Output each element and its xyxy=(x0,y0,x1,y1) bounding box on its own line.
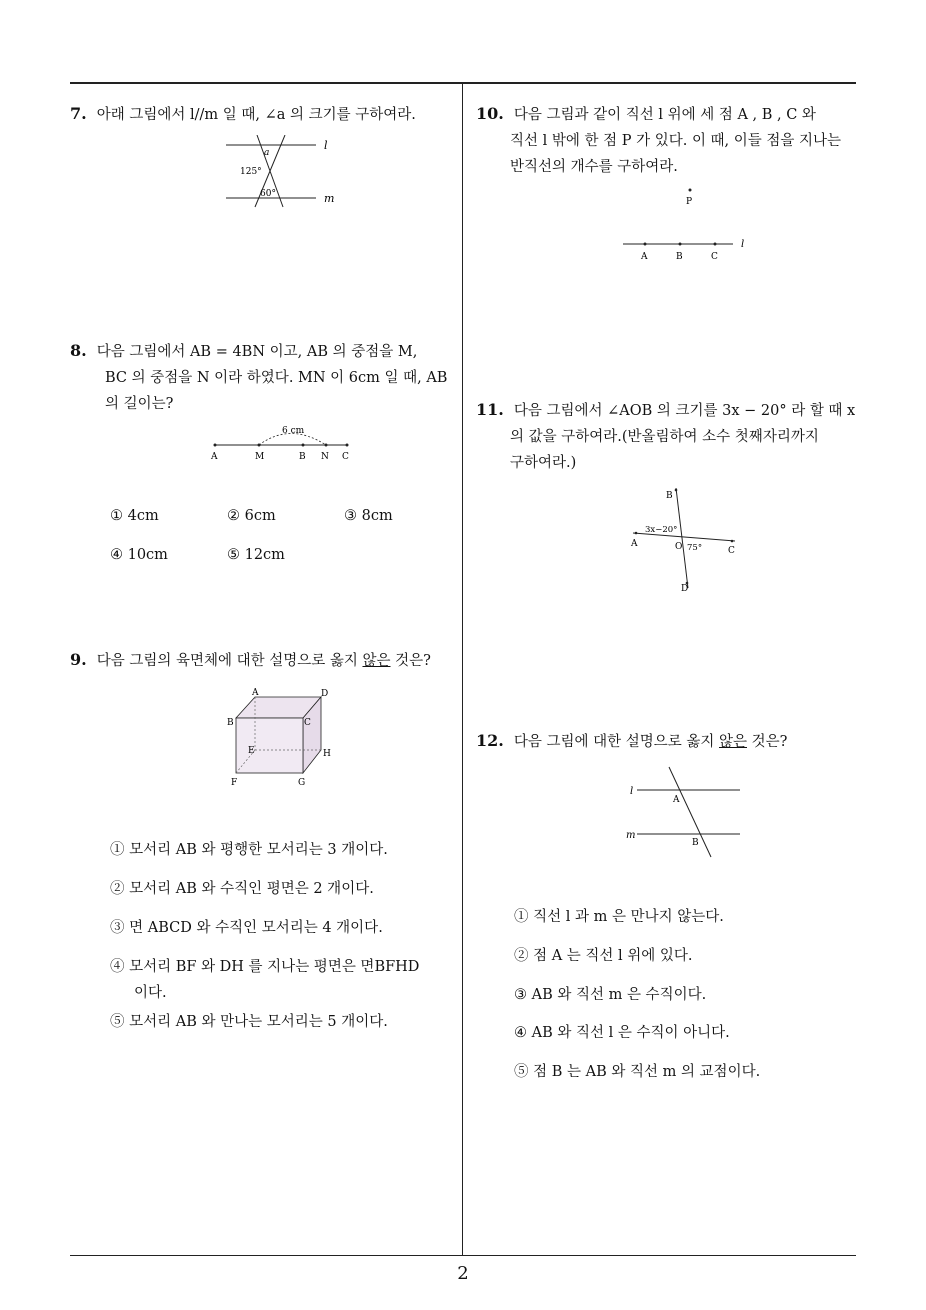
label-l: l xyxy=(630,786,634,797)
question-text: 아래 그림에서 l//m 일 때, ∠a 의 크기를 구하여라. xyxy=(96,107,416,123)
line-bd xyxy=(676,488,688,588)
label-A: A xyxy=(673,795,680,805)
label-M: M xyxy=(255,452,265,462)
label-F: F xyxy=(231,778,238,788)
question-number: 10. xyxy=(476,104,504,123)
question-text-line2: BC 의 중점을 N 이라 하였다. MN 이 6cm 일 때, AB xyxy=(105,370,448,386)
question-text-line1: 다음 그림에서 ∠AOB 의 크기를 3x − 20° 라 할 때 x xyxy=(513,403,856,419)
label-m: m xyxy=(324,192,335,205)
q9-option-3[interactable]: ③ 면 ABCD 와 수직인 모서리는 4 개이다. xyxy=(110,920,383,936)
q8-option-3[interactable]: ③ 8cm xyxy=(344,508,393,524)
label-H: H xyxy=(323,749,331,759)
label-E: E xyxy=(248,746,255,756)
question-text-line1: 다음 그림과 같이 직선 l 위에 세 점 A , B , C 와 xyxy=(513,107,816,123)
label-a: a xyxy=(264,148,270,158)
question-text-before: 다음 그림의 육면체에 대한 설명으로 옳지 xyxy=(96,653,363,669)
question-12 xyxy=(476,728,861,755)
q12-option-4[interactable]: ④ AB 와 직선 l 은 수직이 아니다. xyxy=(514,1025,730,1041)
label-m: m xyxy=(626,830,636,841)
top-rule xyxy=(70,82,856,84)
question-text-line3: 구하여라.) xyxy=(510,455,577,471)
label-A: A xyxy=(641,252,648,262)
label-C: C xyxy=(711,252,718,262)
question-number: 12. xyxy=(476,731,504,750)
q8-figure xyxy=(205,420,365,465)
question-text-line2: 의 값을 구하여라.(반올림하여 소수 첫째자리까지 xyxy=(510,429,819,445)
question-text-line3: 의 길이는? xyxy=(105,396,174,412)
q9-option-1[interactable]: ① 모서리 AB 와 평행한 모서리는 3 개이다. xyxy=(110,842,388,858)
question-7 xyxy=(70,101,455,128)
q8-option-4[interactable]: ④ 10cm xyxy=(110,547,168,563)
question-text-before: 다음 그림에 대한 설명으로 옳지 xyxy=(513,734,719,750)
question-text-line1: 다음 그림에서 AB = 4BN 이고, AB 의 중점을 M, xyxy=(96,344,418,360)
q8-option-5[interactable]: ⑤ 12cm xyxy=(227,547,285,563)
bottom-rule xyxy=(70,1255,856,1256)
label-A: A xyxy=(631,539,638,549)
label-B: B xyxy=(666,491,673,501)
label-125: 125° xyxy=(240,167,262,177)
q12-figure xyxy=(622,763,752,861)
q12-option-5[interactable]: ⑤ 점 B 는 AB 와 직선 m 의 교점이다. xyxy=(514,1064,761,1080)
line-ab xyxy=(669,767,711,857)
q9-option-5[interactable]: ⑤ 모서리 AB 와 만나는 모서리는 5 개이다. xyxy=(110,1014,388,1030)
label-C: C xyxy=(728,546,735,556)
label-G: G xyxy=(298,778,306,788)
q11-figure xyxy=(625,483,745,595)
label-A: A xyxy=(252,688,259,698)
question-number: 9. xyxy=(70,650,87,669)
label-75: 75° xyxy=(687,543,703,553)
q12-option-2[interactable]: ② 점 A 는 직선 l 위에 있다. xyxy=(514,948,693,964)
column-divider xyxy=(462,84,463,1256)
question-number: 11. xyxy=(476,400,504,419)
question-text-underlined: 않은 xyxy=(718,734,747,750)
q10-figure xyxy=(615,180,755,265)
question-text-after: 것은? xyxy=(747,734,788,750)
question-11 xyxy=(476,397,861,476)
question-text-line3: 반직선의 개수를 구하여라. xyxy=(510,159,678,175)
q9-option-4-cont: 이다. xyxy=(134,985,167,1001)
question-text-underlined: 않은 xyxy=(362,653,391,669)
q9-cube-figure xyxy=(222,685,342,795)
label-C: C xyxy=(304,718,311,728)
label-B: B xyxy=(692,838,699,848)
question-9 xyxy=(70,647,455,674)
question-text-line2: 직선 l 밖에 한 점 P 가 있다. 이 때, 이들 점을 지나는 xyxy=(510,133,842,149)
label-O: O xyxy=(675,542,683,552)
question-10 xyxy=(476,101,861,180)
label-l: l xyxy=(324,139,328,152)
label-D: D xyxy=(681,584,689,594)
label-C: C xyxy=(342,452,349,462)
question-number: 7. xyxy=(70,104,87,123)
q8-option-2[interactable]: ② 6cm xyxy=(227,508,276,524)
q12-option-3[interactable]: ③ AB 와 직선 m 은 수직이다. xyxy=(514,987,707,1003)
label-60: 60° xyxy=(260,189,276,199)
page-number: 2 xyxy=(457,1263,469,1284)
label-l: l xyxy=(741,239,745,250)
q9-option-2[interactable]: ② 모서리 AB 와 수직인 평면은 2 개이다. xyxy=(110,881,374,897)
q9-option-4[interactable]: ④ 모서리 BF 와 DH 를 지나는 평면은 면BFHD xyxy=(110,959,420,975)
label-B: B xyxy=(676,252,683,262)
q12-option-1[interactable]: ① 직선 l 과 m 은 만나지 않는다. xyxy=(514,909,724,925)
cube-front xyxy=(236,718,303,773)
label-D: D xyxy=(321,689,329,699)
label-B: B xyxy=(299,452,306,462)
q8-option-1[interactable]: ① 4cm xyxy=(110,508,159,524)
label-A: A xyxy=(211,452,218,462)
question-number: 8. xyxy=(70,341,87,360)
question-text-after: 것은? xyxy=(390,653,431,669)
label-expr: 3x−20° xyxy=(645,525,678,535)
label-P: P xyxy=(686,197,693,207)
label-6cm: 6 cm xyxy=(282,426,305,436)
question-8 xyxy=(70,338,455,417)
label-B: B xyxy=(227,718,234,728)
label-N: N xyxy=(321,452,329,462)
q7-figure xyxy=(220,135,350,210)
